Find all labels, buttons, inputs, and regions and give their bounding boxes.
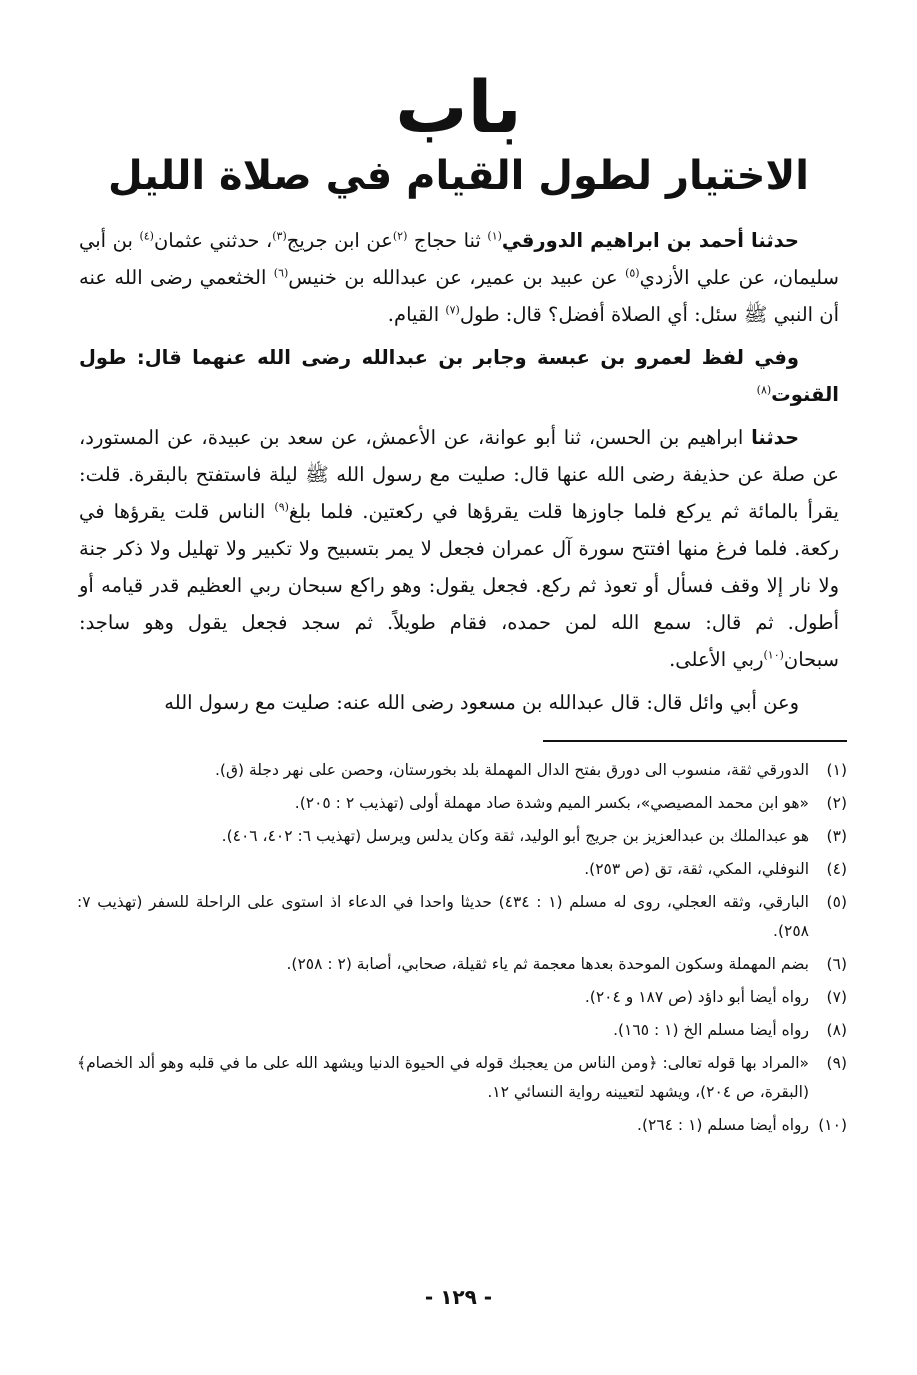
- paragraph-1: [79, 222, 839, 333]
- footnote-number: (٥): [826, 893, 847, 911]
- footnote-marker-5: (٥): [625, 266, 640, 280]
- footnote-marker-4: (٤): [139, 229, 154, 243]
- paragraph-3: [79, 419, 839, 678]
- footnote-separator: [543, 740, 847, 742]
- footnote-text: النوفلي، المكي، ثقة، تق (ص ٢٥٣).: [584, 860, 809, 878]
- footnote-number: (٣): [826, 827, 847, 845]
- text-span: ربي الأعلى.: [669, 648, 764, 671]
- footnote-text: رواه أيضا مسلم (١ : ٢٦٤).: [637, 1116, 809, 1134]
- footnote: [77, 789, 847, 818]
- footnote-marker-6: (٦): [273, 266, 289, 280]
- main-text: [79, 222, 839, 721]
- text-span: القيام.: [387, 303, 446, 326]
- isnad-lead: حدثنا أحمد بن ابراهيم الدورقي: [501, 229, 799, 252]
- footnote-number: (٢): [826, 794, 847, 812]
- chapter-heading: باب: [395, 65, 522, 149]
- footnote-text: البارقي، وثقه العجلي، روى له مسلم (١ : ٤٣٤) حديثا واحدا في الدعاء اذ استوى على الراحلة للسفر (تهذيب ٧: ٢٥٨).: [77, 893, 809, 940]
- paragraph-4: [79, 684, 839, 721]
- footnote-marker-8: (٨): [756, 383, 772, 397]
- footnote-text: الدورقي ثقة، منسوب الى دورق بفتح الدال المهملة بلد بخورستان، وحصن على نهر دجلة (ق).: [214, 761, 809, 779]
- text-span: ، حدثني عثمان: [153, 229, 273, 252]
- footnote: [77, 855, 847, 884]
- footnotes: [77, 756, 847, 1144]
- text-span: وعن أبي وائل قال: قال عبدالله بن مسعود رضى الله عنه: صليت مع رسول الله: [164, 691, 799, 714]
- text-span: عن عبيد بن عمير، عن عبدالله بن خنيس: [288, 266, 626, 289]
- text-span: الناس قلت يقرؤها في ركعة. فلما فرغ منها افتتح سورة آل عمران فجعل لا يمر بتسبيح ولا تكبير ولا تهليل ولا ذكر جنة ولا نار إلا وقف فسأل أو تعوذ ثم ركع. فجعل يقول: وهو راكع سبحان ربي العظيم قدر قيامه أو أطول. ثم قال: سمع الله لمن حمده، فقام طويلاً. ثم سجد فجعل يقول وهو ساجد: سبحان: [79, 500, 839, 671]
- footnote-marker-2: (٢): [392, 229, 408, 243]
- footnote-number: (٩): [826, 1054, 847, 1072]
- footnote: [77, 1016, 847, 1045]
- footnote-number: (١٠): [818, 1116, 847, 1134]
- text-span: بن أبي سليمان، عن علي الأزدي: [79, 229, 839, 289]
- footnote: [77, 822, 847, 851]
- footnote: [77, 1111, 847, 1140]
- footnote: [77, 983, 847, 1012]
- footnote-text: رواه أيضا أبو داؤد (ص ١٨٧ و ٢٠٤).: [584, 988, 809, 1006]
- footnote-number: (٧): [826, 988, 847, 1006]
- footnote-number: (١): [826, 761, 847, 779]
- isnad-lead: حدثنا: [751, 426, 799, 449]
- footnote-number: (٦): [826, 955, 847, 973]
- footnote-text: بضم المهملة وسكون الموحدة بعدها معجمة ثم ياء ثقيلة، صحابي، أصابة (٢ : ٢٥٨).: [286, 955, 809, 973]
- footnote: [77, 950, 847, 979]
- footnote-number: (٤): [826, 860, 847, 878]
- footnote-text: هو عبدالملك بن عبدالعزيز بن جريج أبو الوليد، ثقة وكان يدلس ويرسل (تهذيب ٦: ٤٠٢، ٤٠٦).: [221, 827, 809, 845]
- footnote-marker-3: (٣): [272, 229, 287, 243]
- paragraph-2: [79, 339, 839, 413]
- footnote-number: (٨): [826, 1021, 847, 1039]
- footnote-text: «هو ابن محمد المصيصي»، بكسر الميم وشدة صاد مهملة أولى (تهذيب ٢ : ٢٠٥).: [294, 794, 809, 812]
- footnote: [77, 1049, 847, 1107]
- page-number: - ١٢٩ -: [424, 1285, 493, 1309]
- footnote-text: رواه أيضا مسلم الخ (١ : ١٦٥).: [613, 1021, 809, 1039]
- footnote: [77, 888, 847, 946]
- footnote-marker-10: (١٠): [763, 648, 784, 662]
- text-span: الخثعمي رضى الله عنه أن النبي ﷺ سئل: أي الصلاة أفضل؟ قال: طول: [79, 266, 839, 326]
- footnote-marker-7: (٧): [445, 303, 460, 317]
- chapter-subtitle: الاختيار لطول القيام في صلاة الليل: [108, 153, 809, 199]
- footnote-marker-1: (١): [487, 229, 502, 243]
- footnote-marker-9: (٩): [274, 500, 289, 514]
- text-span: وفي لفظ لعمرو بن عبسة وجابر بن عبدالله رضى الله عنهما قال: طول القنوت: [79, 346, 839, 406]
- footnote-text: «المراد بها قوله تعالى: ﴿ومن الناس من يعجبك قوله في الحيوة الدنيا ويشهد الله على ما في قلبه وهو ألد الخصام﴾ (البقرة، ص ٢٠٤)، ويشهد لتعيينه رواية النسائي ١٢.: [77, 1054, 809, 1101]
- text-span: ثنا حجاج: [407, 229, 488, 252]
- footnote: [77, 756, 847, 785]
- text-span: عن ابن جريج: [286, 229, 393, 252]
- text-span: ابراهيم بن الحسن، ثنا أبو عوانة، عن الأعمش، عن سعد بن عبيدة، عن المستورد، عن صلة عن حذيفة رضى الله عنها قال: صليت مع رسول الله ﷺ ليلة فاستفتح بالبقرة. قلت: يقرأ بالمائة ثم يركع فلما جاوزها قلت يقرؤها في ركعتين. فلما بلغ: [79, 426, 839, 523]
